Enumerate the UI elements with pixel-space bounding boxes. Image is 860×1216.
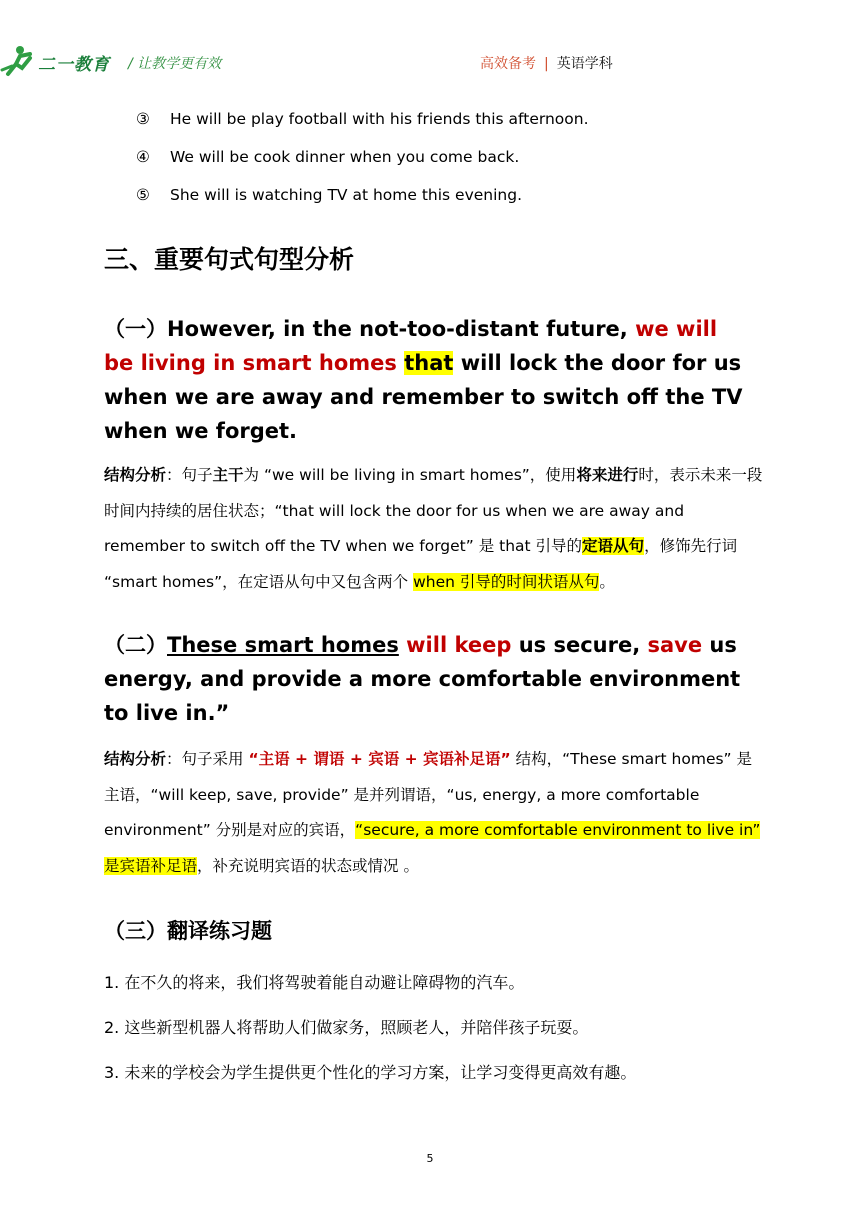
analysis-text: 时，表示未来一段时间内持续的居住状态；“that will lock the door for us when we are away and remember to switch off the TV when we forget” 是 that 引导的 (104, 466, 763, 555)
part2-analysis (104, 742, 764, 884)
analysis-text: 结构，“These smart homes” 是主语，“will keep, save, provide” 是并列谓语，“us, energy, a more comfortable environment” 分别是对应的宾语， (104, 750, 753, 839)
header-subject (480, 53, 613, 73)
part2-red-word: save (647, 633, 703, 657)
logo-text: 二一教育 (38, 55, 110, 75)
part1-text-end: will lock the door for us when we are away and remember to switch off the TV when we forget. (104, 351, 743, 443)
part1-heading (104, 312, 744, 448)
example-text: She will is watching TV at home this evening. (170, 186, 522, 204)
part2-text: us secure, (511, 633, 648, 657)
analysis-highlight: 定语从句 (582, 537, 645, 555)
analysis-highlight: “secure, a more comfortable environment to live in” 是宾语补足语 (104, 821, 761, 875)
analysis-text: 。 (599, 572, 615, 591)
analysis-bold: 主干 (212, 466, 244, 484)
section-title: 三、重要句式句型分析 (104, 245, 355, 274)
part3-heading: （三）翻译练习题 (104, 919, 272, 943)
header-label-subject: 英语学科 (556, 56, 613, 72)
translation-item: 3. 未来的学校会为学生提供更个性化的学习方案，让学习变得更高效有趣。 (104, 1063, 637, 1082)
part1-prefix: （一） (104, 317, 167, 341)
part2-text-end: us energy, and provide a more comfortable environment to live in.” (104, 633, 741, 725)
header-label-exam: 高效备考 (480, 56, 536, 72)
analysis-bold: 将来进行 (576, 466, 639, 484)
example-item (136, 148, 519, 166)
example-item (136, 110, 589, 128)
part2-red-phrase: will keep (406, 633, 512, 657)
analysis-text: ，修饰先行词 “smart homes”，在定语从句中又包含两个 (104, 537, 738, 591)
analysis-label: 结构分析 (104, 466, 167, 484)
header-separator: | (544, 56, 549, 72)
part2-underlined: These smart homes (167, 633, 399, 657)
example-item (136, 186, 522, 204)
part1-red-phrase: we will be living in smart homes (104, 317, 718, 375)
translation-item: 2. 这些新型机器人将帮助人们做家务，照顾老人，并陪伴孩子玩耍。 (104, 1018, 589, 1037)
slogan: / 让教学更有效 (128, 56, 222, 72)
example-number: ④ (136, 148, 150, 166)
example-text: He will be play football with his friends this afternoon. (170, 110, 589, 128)
part1-text: However, in the not-too-distant future, (167, 317, 636, 341)
translation-item: 1. 在不久的将来，我们将驾驶着能自动避让障碍物的汽车。 (104, 973, 525, 992)
analysis-label: 结构分析 (104, 750, 167, 768)
analysis-text: ，补充说明宾语的状态或情况 。 (197, 856, 419, 875)
analysis-text: ：句子 (166, 466, 213, 484)
example-number: ⑤ (136, 186, 150, 204)
part2-prefix: （二） (104, 633, 167, 657)
part1-analysis (104, 458, 764, 600)
analysis-text: ：句子采用 (166, 750, 249, 768)
part1-highlight: that (404, 351, 454, 375)
example-number: ③ (136, 110, 150, 128)
analysis-text: 为 “we will be living in smart homes”，使用 (243, 466, 577, 484)
part2-heading (104, 628, 744, 730)
example-text: We will be cook dinner when you come back. (170, 148, 520, 166)
page-number: 5 (426, 1152, 434, 1165)
runner-icon (0, 44, 40, 78)
analysis-highlight: when 引导的时间状语从句 (413, 572, 600, 591)
analysis-red-bold: “主语 + 谓语 + 宾语 + 宾语补足语” (248, 750, 511, 768)
